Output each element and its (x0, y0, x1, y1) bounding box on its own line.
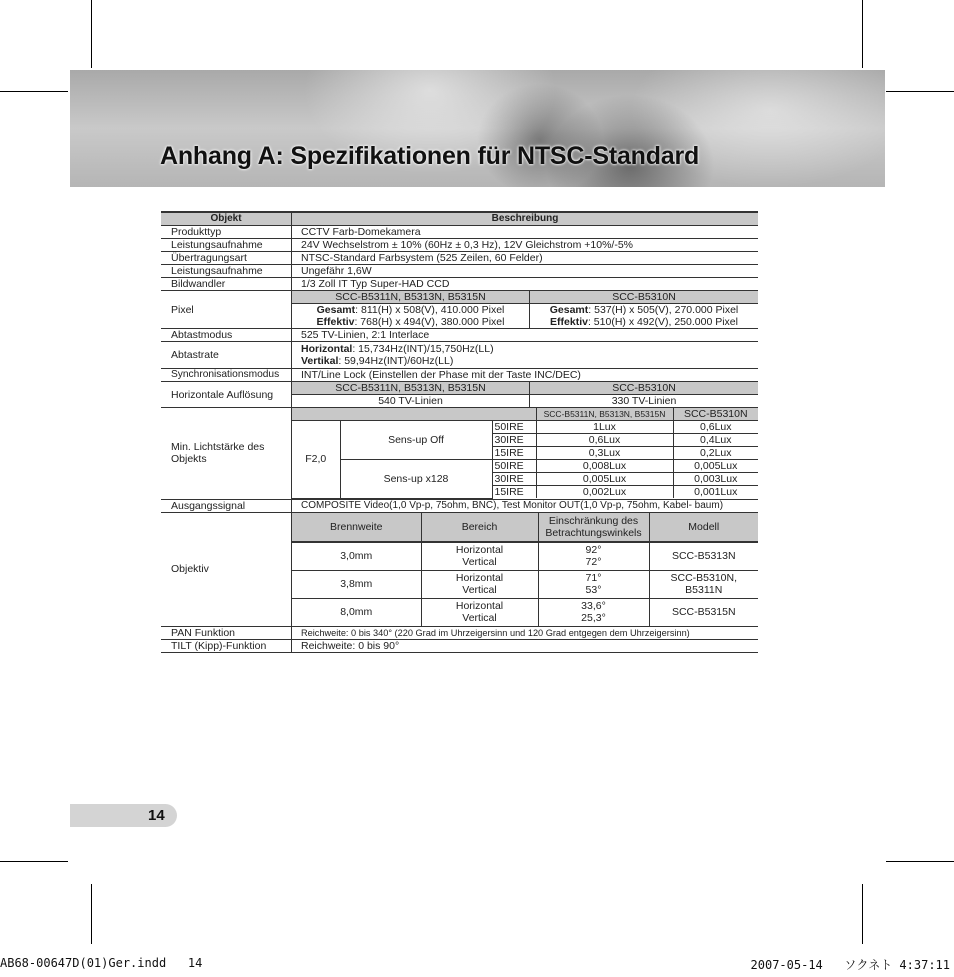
effektiv-value: : 768(H) x 494(V), 380.000 Pixel (354, 316, 505, 328)
lux-a: 0,002Lux (536, 486, 673, 499)
ire-level: 15IRE (492, 447, 536, 460)
aperture: F2,0 (292, 421, 340, 499)
lux-a: 0,6Lux (536, 434, 673, 447)
effektiv-label: Effektiv (550, 316, 588, 328)
illumination-cell (292, 408, 759, 500)
row-label: Leistungsaufnahme (161, 239, 292, 252)
lens-cell (292, 512, 759, 626)
focal-length: 3,8mm (292, 570, 421, 598)
range-h: Horizontal (455, 544, 504, 556)
row-label: TILT (Kipp)-Funktion (161, 639, 292, 652)
vertical-value: : 59,94Hz(INT)/60Hz(LL) (338, 355, 454, 367)
range-h: Horizontal (455, 572, 504, 584)
ire-level: 15IRE (492, 486, 536, 499)
lens-range (421, 570, 538, 598)
table-row (161, 329, 758, 342)
table-row-illumination (161, 408, 758, 500)
lens-model: SCC-B5313N (649, 542, 758, 571)
angle-v: 25,3° (581, 612, 606, 624)
row-value: COMPOSITE Video(1,0 Vp-p, 75ohm, BNC), Test Monitor OUT(1,0 Vp-p, 75ohm, Kabel- baum) (292, 499, 759, 512)
lens-header: Modell (649, 513, 758, 542)
table-row (161, 499, 758, 512)
table-row (161, 252, 758, 265)
ire-level: 50IRE (492, 460, 536, 473)
lens-angle (538, 570, 649, 598)
focal-length: 8,0mm (292, 598, 421, 626)
horizontal-label: Horizontal (301, 343, 353, 355)
lens-model: SCC-B5315N (649, 598, 758, 626)
row-label: Pixel (161, 291, 292, 329)
table-row-pixel (161, 291, 758, 329)
crop-mark (91, 884, 92, 944)
resolution-a: 540 TV-Linien (292, 395, 530, 408)
table-row (161, 626, 758, 639)
table-row-resolution (161, 382, 758, 408)
gesamt-label: Gesamt (316, 304, 356, 316)
sens-up-mode: Sens-up Off (340, 421, 492, 460)
table-row (161, 639, 758, 652)
lens-angle (538, 542, 649, 571)
angle-v: 53° (585, 584, 602, 596)
ire-level: 30IRE (492, 434, 536, 447)
gesamt-value: : 811(H) x 508(V), 410.000 Pixel (355, 304, 505, 316)
table-row (161, 226, 758, 239)
row-value: NTSC-Standard Farbsystem (525 Zeilen, 60 Felder) (292, 252, 759, 265)
effektiv-value: : 510(H) x 492(V), 250.000 Pixel (587, 316, 738, 328)
focal-length: 3,0mm (292, 542, 421, 571)
lens-range (421, 598, 538, 626)
spec-table (161, 211, 758, 653)
header-object: Objekt (161, 212, 292, 226)
row-label: Abtastmodus (161, 329, 292, 342)
row-label: Synchronisationsmodus (161, 369, 292, 382)
illumination-header-blank (292, 408, 536, 421)
row-value (292, 342, 759, 369)
lux-a: 0,3Lux (536, 447, 673, 460)
crop-mark (0, 91, 68, 92)
effektiv-label: Effektiv (316, 316, 355, 328)
lens-header: Bereich (421, 513, 538, 542)
angle-v: 72° (585, 556, 602, 568)
page-number: 14 (148, 807, 165, 824)
lux-b: 0,4Lux (673, 434, 758, 447)
lens-range (421, 542, 538, 571)
lens-header: Einschränkung des Betrachtungswinkels (538, 513, 649, 542)
page-number-badge (70, 804, 177, 827)
ire-level: 50IRE (492, 421, 536, 434)
row-value: Reichweite: 0 bis 340° (220 Grad im Uhrzeigersinn und 120 Grad entgegen dem Uhrzeigersinn) (292, 626, 759, 639)
range-v: Vertical (462, 584, 497, 596)
crop-mark (862, 0, 863, 68)
row-label: Horizontale Auflösung (161, 382, 292, 408)
gesamt-label: Gesamt (549, 304, 589, 316)
range-v: Vertical (462, 612, 497, 624)
resolution-cell (292, 382, 759, 408)
vertical-label: Vertikal (301, 355, 339, 367)
row-label: Übertragungsart (161, 252, 292, 265)
gesamt-value: : 537(H) x 505(V), 270.000 Pixel (588, 304, 739, 316)
row-value: Ungefähr 1,6W (292, 265, 759, 278)
model-header: SCC-B5310N (530, 382, 759, 395)
crop-mark (886, 91, 954, 92)
lens-model: SCC-B5310N, B5311N (649, 570, 758, 598)
row-value: INT/Line Lock (Einstellen der Phase mit der Taste INC/DEC) (292, 369, 759, 382)
pixel-a (292, 304, 530, 329)
lux-b: 0,6Lux (673, 421, 758, 434)
crop-mark (886, 861, 954, 862)
row-label: Min. Lichtstärke des Objekts (161, 408, 292, 500)
angle-h: 71° (585, 572, 602, 584)
table-row (161, 278, 758, 291)
pixel-b (530, 304, 759, 329)
ire-level: 30IRE (492, 473, 536, 486)
range-h: Horizontal (455, 600, 504, 612)
model-header: SCC-B5310N (530, 291, 759, 304)
lux-a: 1Lux (536, 421, 673, 434)
angle-h: 92° (585, 544, 602, 556)
row-label: Objektiv (161, 512, 292, 626)
row-value: 525 TV-Linien, 2:1 Interlace (292, 329, 759, 342)
model-header: SCC-B5311N, B5313N, B5315N (536, 408, 673, 421)
row-value: CCTV Farb-Domekamera (292, 226, 759, 239)
resolution-b: 330 TV-Linien (530, 395, 759, 408)
row-value: 1/3 Zoll IT Typ Super-HAD CCD (292, 278, 759, 291)
lens-angle (538, 598, 649, 626)
model-header: SCC-B5310N (673, 408, 758, 421)
horizontal-value: : 15,734Hz(INT)/15,750Hz(LL) (352, 343, 494, 355)
header-description: Beschreibung (292, 212, 759, 226)
table-row (161, 239, 758, 252)
lux-b: 0,001Lux (673, 486, 758, 499)
crop-mark (862, 884, 863, 944)
lux-b: 0,003Lux (673, 473, 758, 486)
crop-mark (91, 0, 92, 68)
sens-up-mode: Sens-up x128 (340, 460, 492, 499)
row-label: Ausgangssignal (161, 499, 292, 512)
lens-header: Brennweite (292, 513, 421, 542)
lux-a: 0,008Lux (536, 460, 673, 473)
footer-left: AB68-00647D(01)Ger.indd 14 (0, 956, 203, 970)
row-label: Leistungsaufnahme (161, 265, 292, 278)
row-label: Bildwandler (161, 278, 292, 291)
range-v: Vertical (462, 556, 497, 568)
table-row (161, 342, 758, 369)
page-title: Anhang A: Spezifikationen für NTSC-Standard (160, 142, 700, 170)
angle-h: 33,6° (581, 600, 606, 612)
row-label: Abtastrate (161, 342, 292, 369)
row-value: 24V Wechselstrom ± 10% (60Hz ± 0,3 Hz), 12V Gleichstrom +10%/-5% (292, 239, 759, 252)
table-row (161, 369, 758, 382)
lux-b: 0,005Lux (673, 460, 758, 473)
lux-a: 0,005Lux (536, 473, 673, 486)
pixel-cell (292, 291, 759, 329)
model-header: SCC-B5311N, B5313N, B5315N (292, 291, 530, 304)
crop-mark (0, 861, 68, 862)
model-header: SCC-B5311N, B5313N, B5315N (292, 382, 530, 395)
row-label: Produkttyp (161, 226, 292, 239)
table-row (161, 265, 758, 278)
header-banner (70, 70, 885, 187)
table-row-lens (161, 512, 758, 626)
row-label: PAN Funktion (161, 626, 292, 639)
row-value: Reichweite: 0 bis 90° (292, 639, 759, 652)
footer-right: 2007-05-14 ソクネト 4:37:11 (750, 958, 950, 972)
lux-b: 0,2Lux (673, 447, 758, 460)
